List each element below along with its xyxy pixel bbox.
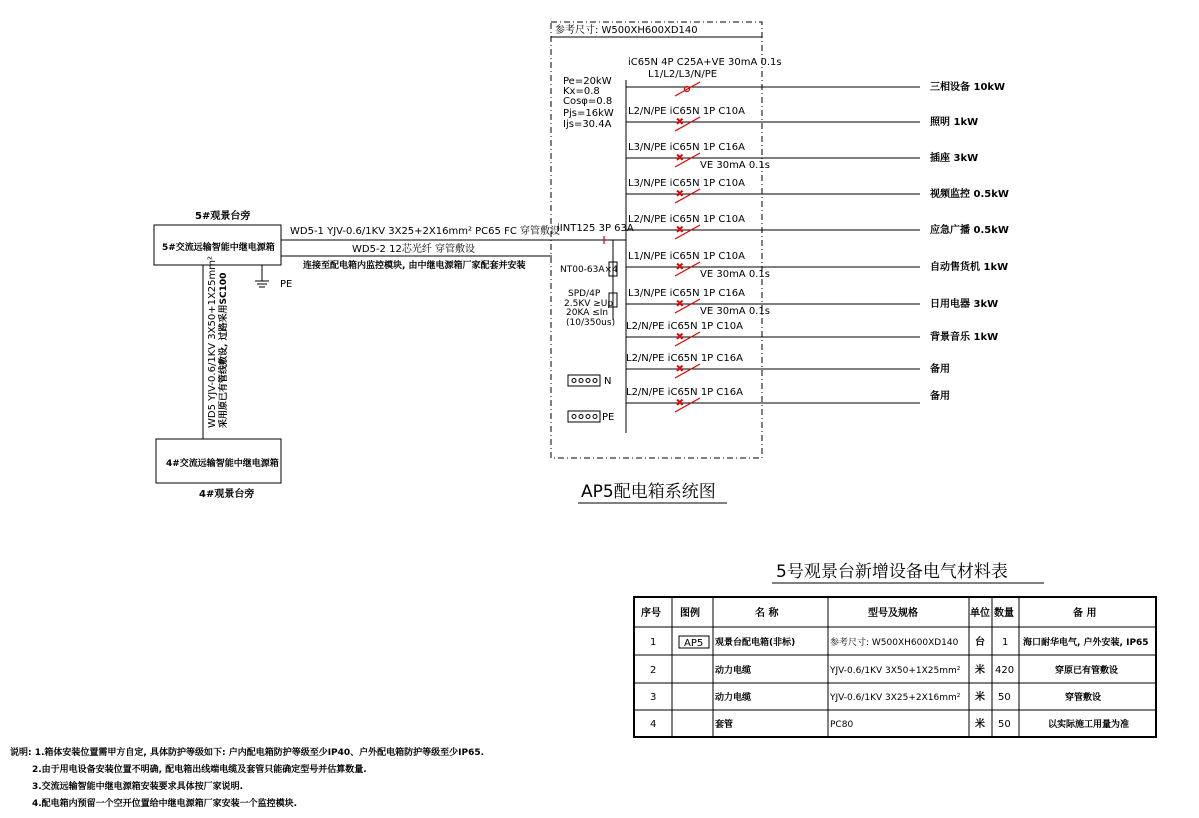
table-cell: AP5 — [684, 638, 704, 649]
table-cell: 米 — [975, 719, 985, 730]
load-param: Kx=0.8 — [563, 86, 600, 97]
circuit-7 — [626, 288, 998, 317]
pe-terminal-bar — [568, 411, 600, 422]
circuit-load-label: 应急广播 0.5kW — [930, 225, 1009, 236]
pe-terminal-label: PE — [602, 412, 615, 423]
circuit-rcd-label: VE 30mA 0.1s — [700, 306, 770, 317]
spd-label: (10/350us) — [566, 318, 616, 328]
table-cell: 1 — [1002, 637, 1009, 648]
note-line: 3.交流远输智能中继电源箱安装要求具体按厂家说明. — [32, 782, 244, 792]
table-cell: 穿原已有管敷设 — [1055, 666, 1119, 676]
circuit-4 — [626, 178, 1009, 203]
table-cell: 3 — [650, 692, 657, 703]
breaker-x-symbol: × — [676, 117, 684, 127]
note-line: 2.由于用电设备安装位置不明确, 配电箱出线端电缆及套管只能确定型号并估算数量. — [32, 765, 367, 775]
table-cell: YJV-0.6/1KV 3X25+2X16mm² — [830, 693, 961, 703]
table-cell: 420 — [995, 665, 1015, 676]
circuit-9 — [626, 353, 950, 378]
circuit-phase-label: L1/L2/L3/N/PE — [648, 69, 718, 80]
breaker-x-symbol: × — [676, 364, 684, 374]
circuit-load-label: 自动售货机 1kW — [930, 262, 1009, 273]
circuit-breaker-label: L3/N/PE iC65N 1P C16A — [628, 142, 745, 153]
circuit-6 — [626, 251, 1008, 280]
material-table — [634, 597, 1156, 737]
table-header-cell: 名 称 — [755, 608, 779, 619]
spd-label: 20KA ≤In — [566, 308, 609, 318]
terminal-dot — [572, 379, 576, 383]
table-cell: 观景台配电箱(非标) — [715, 638, 796, 648]
table-cell: PC80 — [830, 720, 854, 730]
circuit-breaker-label: iC65N 4P C25A+VE 30mA 0.1s — [628, 57, 782, 68]
terminal-dot — [593, 379, 597, 383]
circuit-load-label: 备用 — [930, 391, 950, 402]
table-cell: 海口耐华电气, 户外安装, IP65 — [1023, 638, 1149, 648]
main-breaker-label: iINT125 3P 63A — [557, 223, 634, 234]
circuit-breaker-label: L1/N/PE iC65N 1P C10A — [628, 251, 745, 262]
fuse-label: NT00-63A×4 — [560, 265, 618, 275]
breaker-x-symbol: × — [676, 332, 684, 342]
ground-pe-label: PE — [280, 279, 293, 290]
table-cell: 米 — [975, 665, 985, 676]
breaker-x-symbol: × — [676, 262, 684, 272]
table-cell: 以实际施工用量为准 — [1048, 720, 1130, 730]
table-header-cell: 数量 — [994, 608, 1014, 619]
spd-label: SPD/4P — [568, 289, 601, 299]
table-cell: 动力电缆 — [715, 666, 752, 676]
load-param: Pe=20kW — [563, 76, 612, 87]
terminal-dot — [586, 379, 590, 383]
box4-location-title: 4#观景台旁 — [199, 489, 255, 500]
table-header-cell: 备 用 — [1073, 608, 1097, 619]
circuit-rcd-label: VE 30mA 0.1s — [700, 269, 770, 280]
n-terminal-label: N — [604, 376, 612, 387]
table-cell: 50 — [998, 692, 1011, 703]
panel-diagram-title: AP5配电箱系统图 — [581, 482, 716, 502]
box5-label: 5#交流远输智能中继电源箱 — [162, 243, 275, 253]
circuit-breaker-label: L2/N/PE iC65N 1P C10A — [628, 106, 745, 117]
terminal-dot — [579, 379, 583, 383]
circuit-load-label: 插座 3kW — [930, 153, 979, 164]
circuit-2 — [626, 106, 978, 131]
circuit-breaker-label: L2/N/PE iC65N 1P C10A — [628, 214, 745, 225]
breaker-x-symbol: × — [676, 225, 684, 235]
table-header-cell: 单位 — [970, 608, 990, 619]
terminal-dot — [586, 415, 590, 419]
table-cell: 套管 — [715, 720, 734, 730]
table-cell: 米 — [975, 692, 985, 703]
panel-ref-size: 参考尺寸: W500XH600XD140 — [555, 25, 698, 36]
circuit-load-label: 三相设备 10kW — [930, 82, 1006, 93]
note-line: 说明: 1.箱体安装位置需甲方自定, 具体防护等级如下: 户内配电箱防护等级至少IP40、户外配电箱防护等级至少IP65. — [10, 748, 485, 758]
vertical-cable-note: 采用原已有管线敷设, 过路采用SC100 — [219, 272, 229, 428]
cable1-label: WD5-1 YJV-0.6/1KV 3X25+2X16mm² PC65 FC 穿管敷设 — [290, 226, 560, 237]
terminal-dot — [593, 415, 597, 419]
circuit-8 — [626, 321, 998, 346]
table-cell: YJV-0.6/1KV 3X50+1X25mm² — [830, 666, 961, 676]
table-cell: 穿管敷设 — [1065, 693, 1102, 703]
circuit-load-label: 视频监控 0.5kW — [930, 189, 1009, 200]
table-cell: 动力电缆 — [715, 693, 752, 703]
vertical-cable-label: WD5 YJV-0.6/1KV 3X50+1X25mm² — [207, 255, 218, 428]
load-param: Ijs=30.4A — [563, 119, 612, 130]
breaker-x-symbol: × — [676, 398, 684, 408]
box5-location-title: 5#观景台旁 — [195, 211, 251, 222]
circuit-load-label: 照明 1kW — [930, 117, 979, 128]
breaker-x-symbol: × — [676, 299, 684, 309]
table-cell: 2 — [650, 665, 657, 676]
spd-label: 2.5KV ≥Up — [564, 299, 614, 309]
breaker-x-symbol: × — [676, 189, 684, 199]
circuit-3 — [626, 142, 978, 171]
circuit-load-label: 备用 — [930, 364, 950, 375]
table-cell: 参考尺寸: W500XH600XD140 — [830, 638, 959, 648]
table-cell: 台 — [975, 637, 985, 648]
circuit-5 — [626, 214, 1009, 239]
table-header-cell: 图例 — [680, 608, 700, 619]
terminal-dot — [579, 415, 583, 419]
breaker-x-symbol: × — [676, 153, 684, 163]
cable2-label: WD5-2 12芯光纤 穿管敷设 — [352, 244, 476, 255]
table-cell: 1 — [650, 637, 657, 648]
circuit-load-label: 背景音乐 1kW — [930, 332, 999, 343]
circuit-1 — [626, 57, 1005, 96]
cable-note-label: 连接至配电箱内监控模块, 由中继电源箱厂家配套并安装 — [303, 261, 526, 271]
circuit-breaker-label: L3/N/PE iC65N 1P C10A — [628, 178, 745, 189]
circuit-load-label: 日用电器 3kW — [930, 299, 999, 310]
load-param: Pjs=16kW — [563, 108, 614, 119]
box4-label: 4#交流远输智能中继电源箱 — [166, 459, 279, 469]
n-terminal-bar — [568, 375, 600, 386]
circuit-breaker-label: L2/N/PE iC65N 1P C10A — [626, 321, 743, 332]
circuit-breaker-label: L3/N/PE iC65N 1P C16A — [628, 288, 745, 299]
circuit-rcd-label: VE 30mA 0.1s — [700, 160, 770, 171]
table-header-cell: 序号 — [641, 608, 661, 619]
table-header-cell: 型号及规格 — [868, 608, 918, 619]
switch-symbol — [675, 82, 700, 96]
table-cell: 50 — [998, 719, 1011, 730]
circuit-10 — [626, 387, 950, 412]
circuit-breaker-label: L2/N/PE iC65N 1P C16A — [626, 353, 743, 364]
table-title: 5号观景台新增设备电气材料表 — [776, 562, 1008, 582]
circuit-breaker-label: L2/N/PE iC65N 1P C16A — [626, 387, 743, 398]
terminal-dot — [572, 415, 576, 419]
note-line: 4.配电箱内预留一个空开位置给中继电源箱厂家安装一个监控模块. — [32, 799, 298, 809]
table-cell: 4 — [650, 719, 657, 730]
load-param: Cosφ=0.8 — [563, 96, 613, 107]
